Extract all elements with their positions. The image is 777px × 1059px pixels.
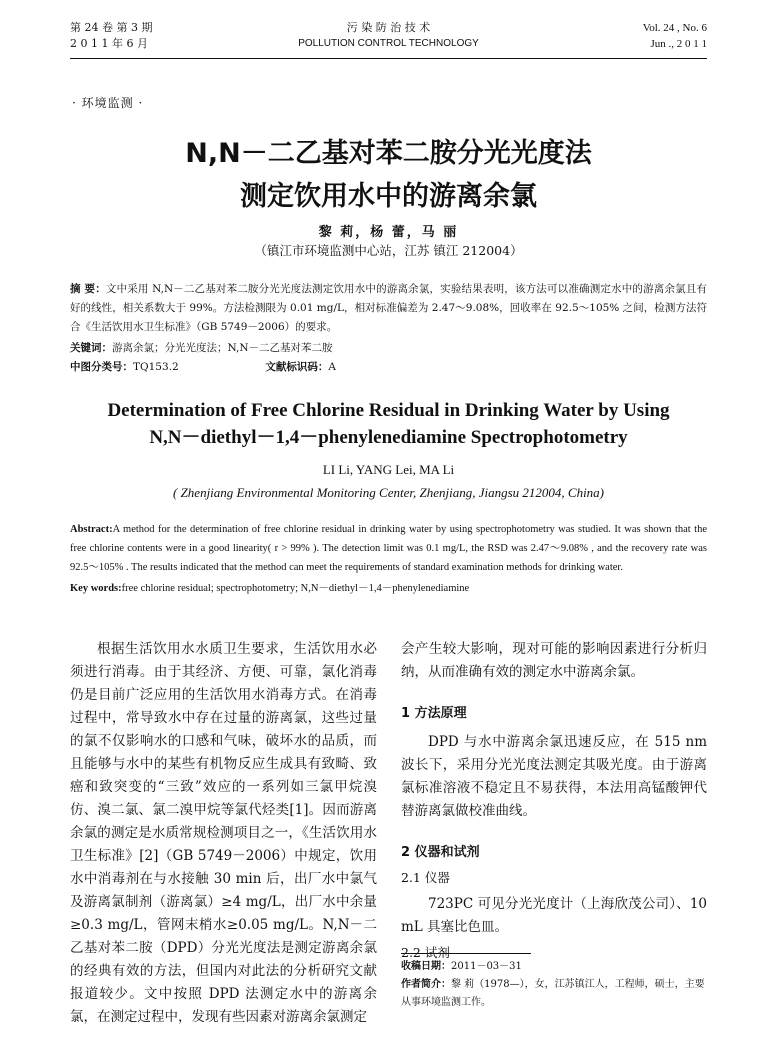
journal-name-cn: 污 染 防 治 技 术 — [346, 21, 431, 34]
body-left-column — [70, 638, 377, 1029]
abstract-en-label: Abstract: — [70, 524, 113, 535]
volume-info-en — [643, 20, 707, 52]
volume-issue-cn: 第 24 卷 第 3 期 — [70, 21, 153, 34]
section-1-text: DPD 与水中游离余氯迅速反应，在 515 nm 波长下，采用分光光度法测定其吸光度。由于游离氯标准溶液不稳定且不易获得，本法用高锰酸钾代替游离氯做校准曲线。 — [401, 734, 707, 819]
section-2-2-heading: 2.2 试剂 — [401, 945, 450, 960]
received-date — [401, 958, 707, 976]
chinese-title-line2: 测定饮用水中的游离余氯 — [240, 181, 537, 212]
clc-label: 中图分类号： — [70, 361, 133, 373]
section-1-heading: 1 方法原理 — [401, 706, 467, 721]
abstract-cn — [70, 280, 707, 337]
section-tag: · 环境监测 · — [72, 96, 144, 110]
intro-paragraph-continued: 会产生较大影响，现对可能的影响因素进行分析归纳，从而准确有效的测定水中游离余氯。 — [401, 641, 707, 680]
doc-code-label: 文献标识码： — [265, 361, 329, 373]
english-title-line1: Determination of Free Chlorine Residual in Drinking Water by Using — [107, 400, 670, 421]
classification-line — [70, 358, 336, 377]
author-bio-label: 作者简介： — [401, 979, 451, 990]
author-bio — [401, 976, 707, 1012]
received-label: 收稿日期： — [401, 961, 451, 972]
received-value: 2011－03－31 — [451, 961, 522, 972]
date-en: Jun ., 2 0 1 1 — [650, 38, 707, 50]
authors-en: LI Li, YANG Lei, MA Li — [322, 462, 455, 477]
abstract-en — [70, 520, 707, 598]
chinese-title-line1: N,N－二乙基对苯二胺分光光度法 — [185, 138, 592, 169]
keywords-en-text: free chlorine residual; spectrophotometry; N,N－diethyl－1,4－phenylenediamine — [121, 583, 470, 594]
abstract-cn-text: 文中采用 N,N－二乙基对苯二胺分光光度法测定饮用水中的游离余氯，实验结果表明，该方法可以准确测定水中的游离余氯且有好的线性，相关系数大于 99%。方法检测限为 0.01 mg/L，相对标准偏差为 2.47～9.08%，回收率在 92.5～105% 之间，检测方法符合《生活饮用水卫生标准》（GB 5749－2006）的要求。 — [70, 283, 707, 333]
keywords-en-label: Key words: — [70, 583, 122, 594]
section-2-heading: 2 仪器和试剂 — [401, 845, 480, 860]
affiliation-en: ( Zhenjiang Environmental Monitoring Center, Zhenjiang, Jiangsu 212004, China) — [172, 485, 605, 500]
journal-name — [70, 20, 707, 52]
date-cn: 2 0 1 1 年 6 月 — [70, 37, 148, 50]
footnote — [401, 958, 707, 1012]
keywords-cn — [70, 339, 333, 358]
volume-issue-en: Vol. 24 , No. 6 — [642, 22, 707, 34]
author-bio-text: 黎 莉（1978—），女，江苏镇江人，工程师，硕士，主要从事环境监测工作。 — [401, 979, 705, 1008]
clc-value: TQ153.2 — [133, 361, 179, 373]
body-right-column — [401, 638, 707, 964]
keywords-cn-label: 关键词： — [70, 342, 112, 354]
english-title-line2: N,N－diethyl－1,4－phenylenediamine Spectrophotometry — [149, 427, 628, 448]
footnote-rule — [401, 953, 531, 954]
doc-code-value: A — [328, 361, 336, 373]
affiliation-cn: （镇江市环境监测中心站，江苏 镇江 212004） — [254, 243, 523, 258]
keywords-cn-text: 游离余氯；分光光度法；N,N－二乙基对苯二胺 — [112, 342, 333, 354]
running-header — [70, 20, 707, 60]
authors-cn: 黎 莉，杨 蕾，马 丽 — [318, 225, 459, 240]
header-rule — [70, 58, 707, 59]
section-2-1-text: 723PC 可见分光光度计（上海欣茂公司）、10 mL 具塞比色皿。 — [401, 896, 707, 935]
abstract-cn-label: 摘 要： — [70, 283, 106, 295]
intro-paragraph: 根据生活饮用水水质卫生要求，生活饮用水必须进行消毒。由于其经济、方便、可靠，氯化消毒仍是目前广泛应用的生活饮用水消毒方式。在消毒过程中，常导致水中存在过量的游离氯，这些过量的氯不仅影响水的口感和气味，破坏水的品质，而且能够与水中的某些有机物反应生成具有致畸、致癌和致突变的“三致”效应的一系列如三氯甲烷溴仿、溴二氯、氯二溴甲烷等氯代烃类[1]。因而游离余氯的测定是水质常规检测项目之一，《生活饮用水卫生标准》[2]（GB 5749－2006）中规定，饮用水中消毒剂在与水接触 30 min 后，出厂水中氯气及游离氯制剂（游离氯）≥4 mg/L，出厂水中余量≥0.3 mg/L，管网末梢水≥0.05 mg/L。N,N－二乙基对苯二胺（DPD）分光光度法是测定游离余氯的经典有效的方法，但国内对此法的分析研究文献报道较少。文中按照 DPD 法测定水中的游离余氯，在测定过程中，发现有些因素对游离余氯测定 — [70, 641, 377, 1025]
abstract-en-text: A method for the determination of free chlorine residual in drinking water by using spectrophotometry was studied. It was shown that the free chlorine contents were in a good linearity( r > 99% ). The detection limit was 0.1 mg/L, the RSD was 2.47～9.08% , and the recovery rate was 92.5～105% . The results indicated that the method can meet the requirements of standard examination methods for drinking water. — [70, 524, 707, 573]
section-2-1-heading: 2.1 仪器 — [401, 870, 450, 885]
english-title — [70, 397, 707, 451]
chinese-title — [70, 132, 707, 218]
journal-name-en: POLLUTION CONTROL TECHNOLOGY — [298, 38, 479, 49]
